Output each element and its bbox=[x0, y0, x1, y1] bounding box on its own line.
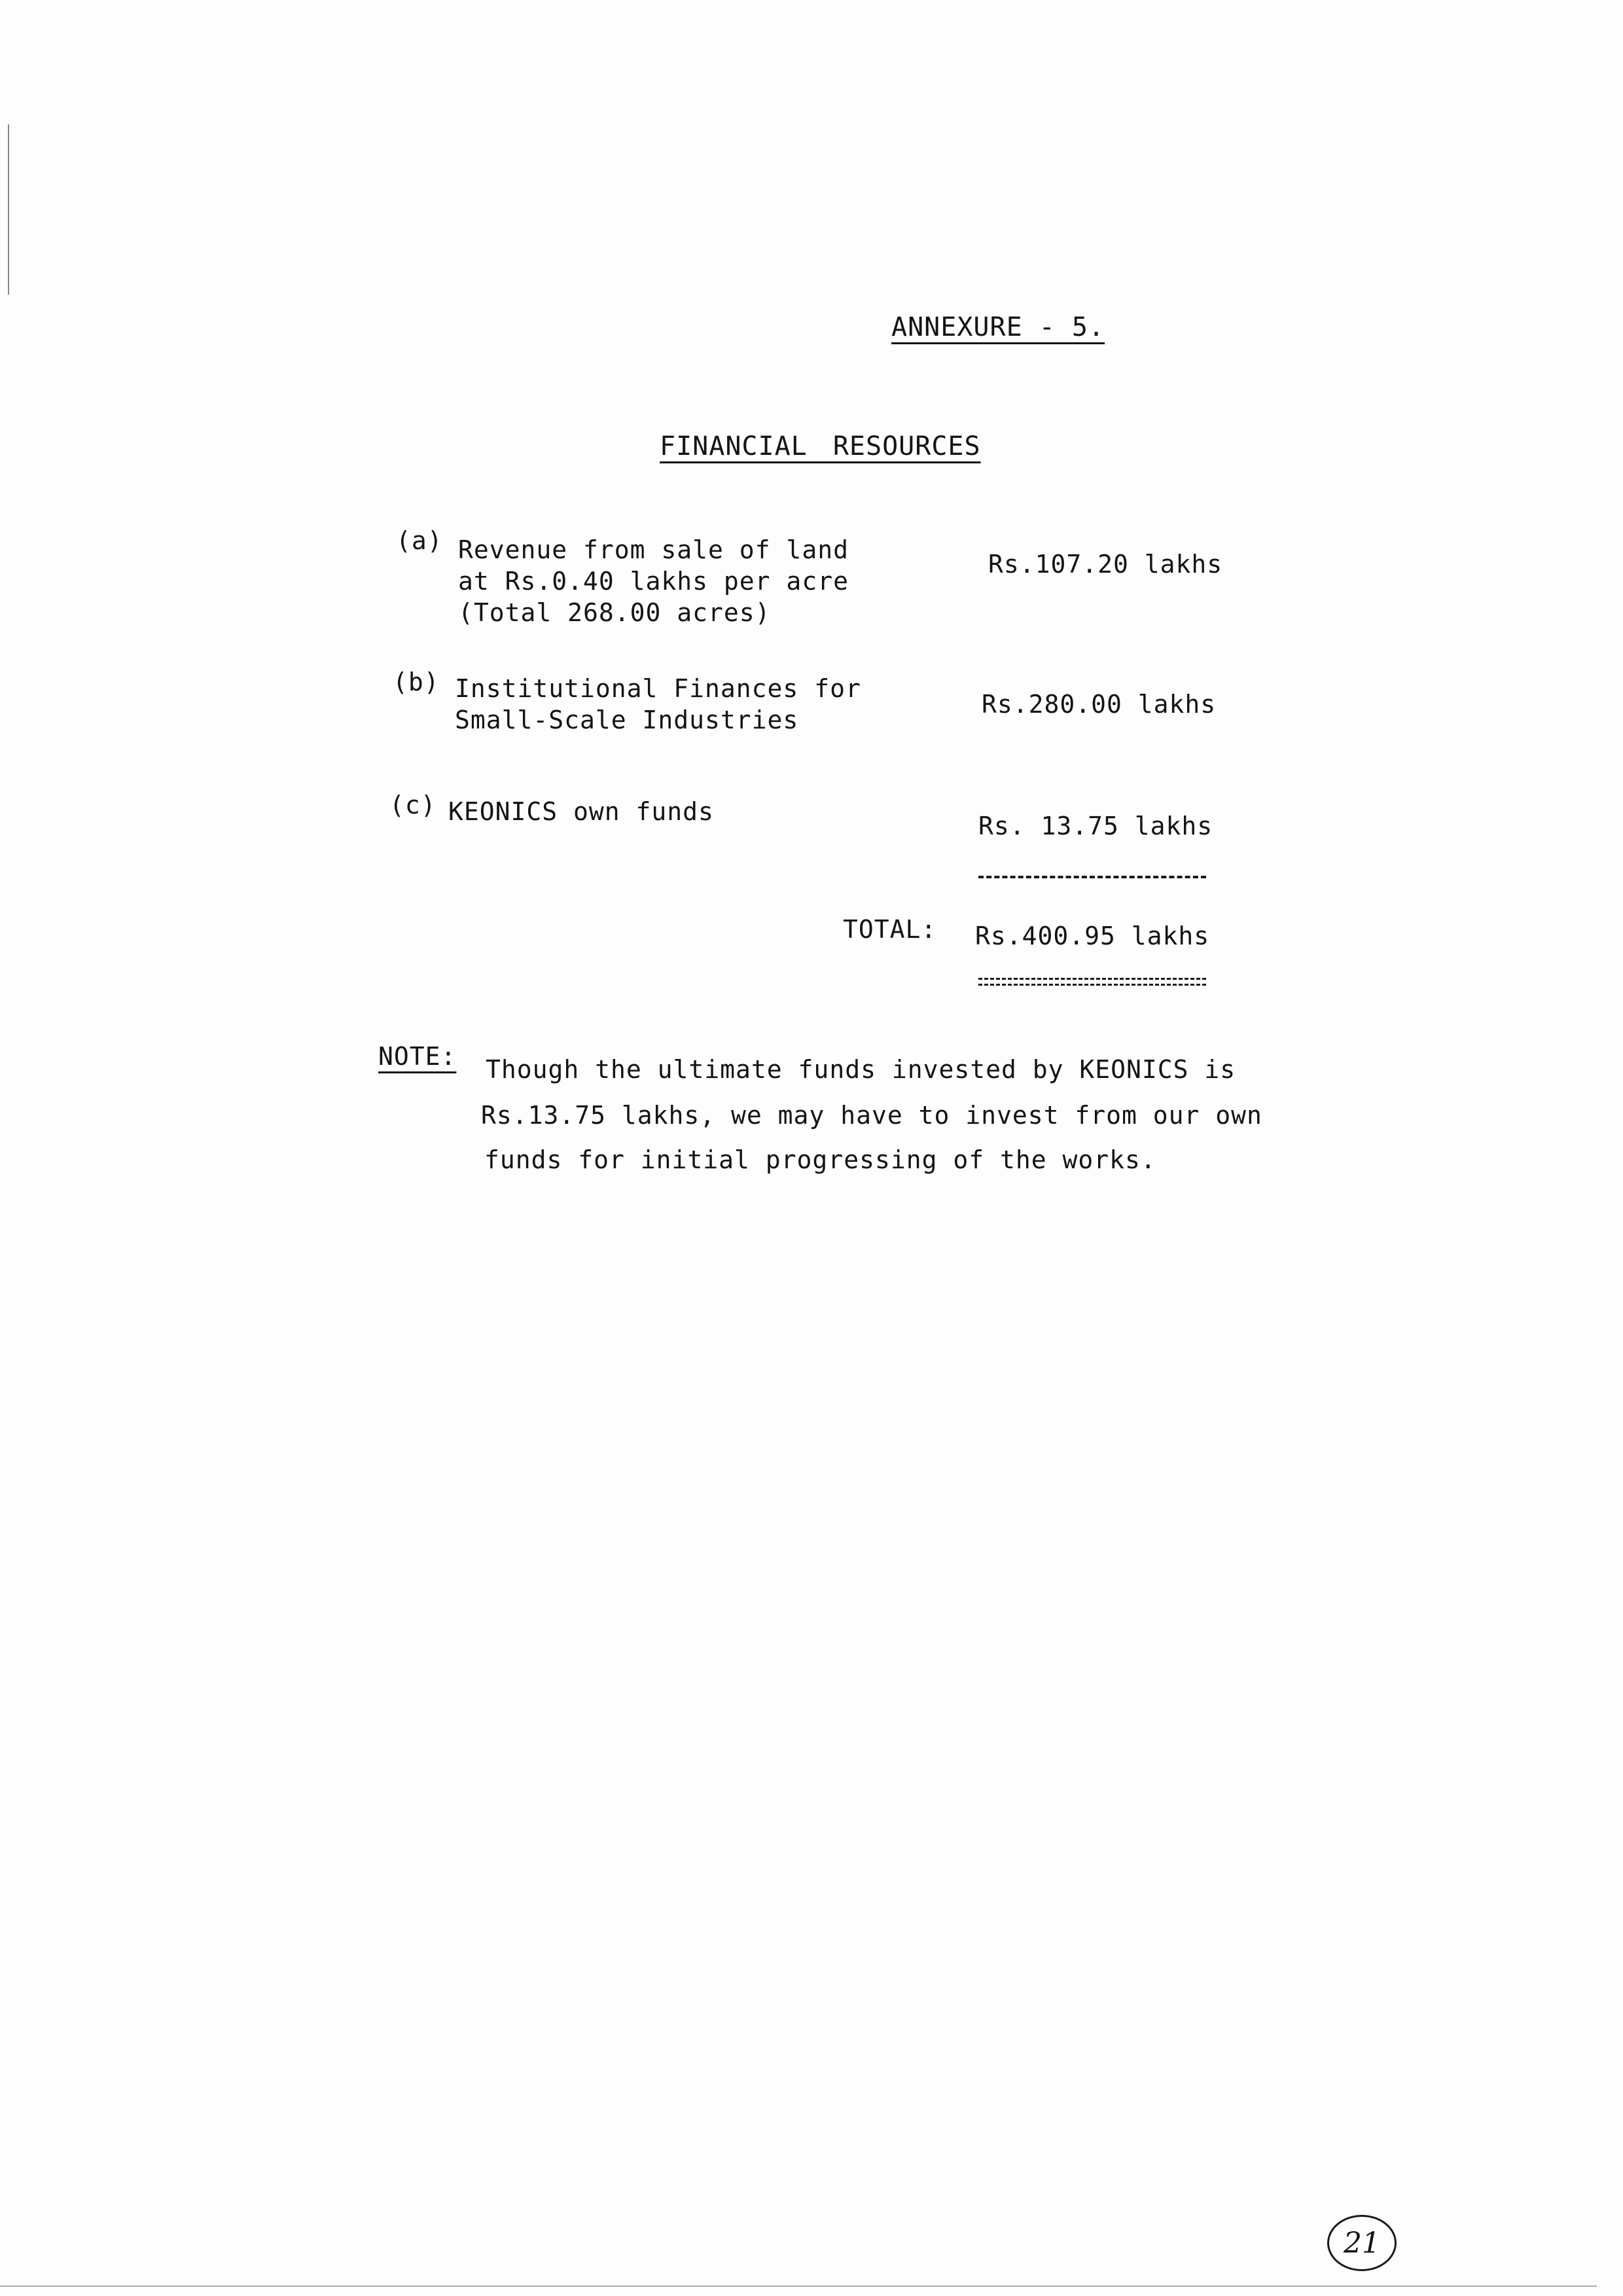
subtotal-rule bbox=[978, 876, 1206, 878]
item-description-line: Institutional Finances for bbox=[455, 674, 861, 703]
item-description-line: at Rs.0.40 lakhs per acre bbox=[458, 567, 849, 596]
item-amount: Rs.107.20 lakhs bbox=[988, 550, 1223, 579]
total-amount: Rs.400.95 lakhs bbox=[975, 922, 1210, 950]
item-label: (c) bbox=[389, 791, 437, 819]
page-number: 21 bbox=[1344, 2226, 1380, 2260]
total-label: TOTAL: bbox=[843, 915, 937, 944]
item-description-line: (Total 268.00 acres) bbox=[458, 598, 771, 627]
note-line: Though the ultimate funds invested by KEONICS is bbox=[486, 1055, 1236, 1084]
item-description-line: Small-Scale Industries bbox=[455, 706, 799, 734]
page-title: FINANCIAL RESOURCES bbox=[660, 431, 981, 461]
page-number-badge bbox=[1327, 2215, 1397, 2271]
note-line: Rs.13.75 lakhs, we may have to invest from our own bbox=[481, 1101, 1262, 1130]
item-description-line: Revenue from sale of land bbox=[458, 535, 849, 564]
annexure-heading: ANNEXURE - 5. bbox=[891, 312, 1105, 342]
item-description-line: KEONICS own funds bbox=[448, 797, 714, 826]
item-label: (a) bbox=[396, 526, 443, 555]
note-label: NOTE: bbox=[378, 1042, 457, 1071]
note-line: funds for initial progressing of the works. bbox=[484, 1145, 1156, 1174]
total-double-rule bbox=[978, 978, 1206, 980]
item-amount: Rs.280.00 lakhs bbox=[982, 690, 1217, 719]
item-amount: Rs. 13.75 lakhs bbox=[978, 812, 1213, 840]
scan-bottom-line bbox=[0, 2286, 1597, 2287]
scan-margin-line bbox=[8, 124, 9, 295]
item-label: (b) bbox=[393, 668, 440, 696]
